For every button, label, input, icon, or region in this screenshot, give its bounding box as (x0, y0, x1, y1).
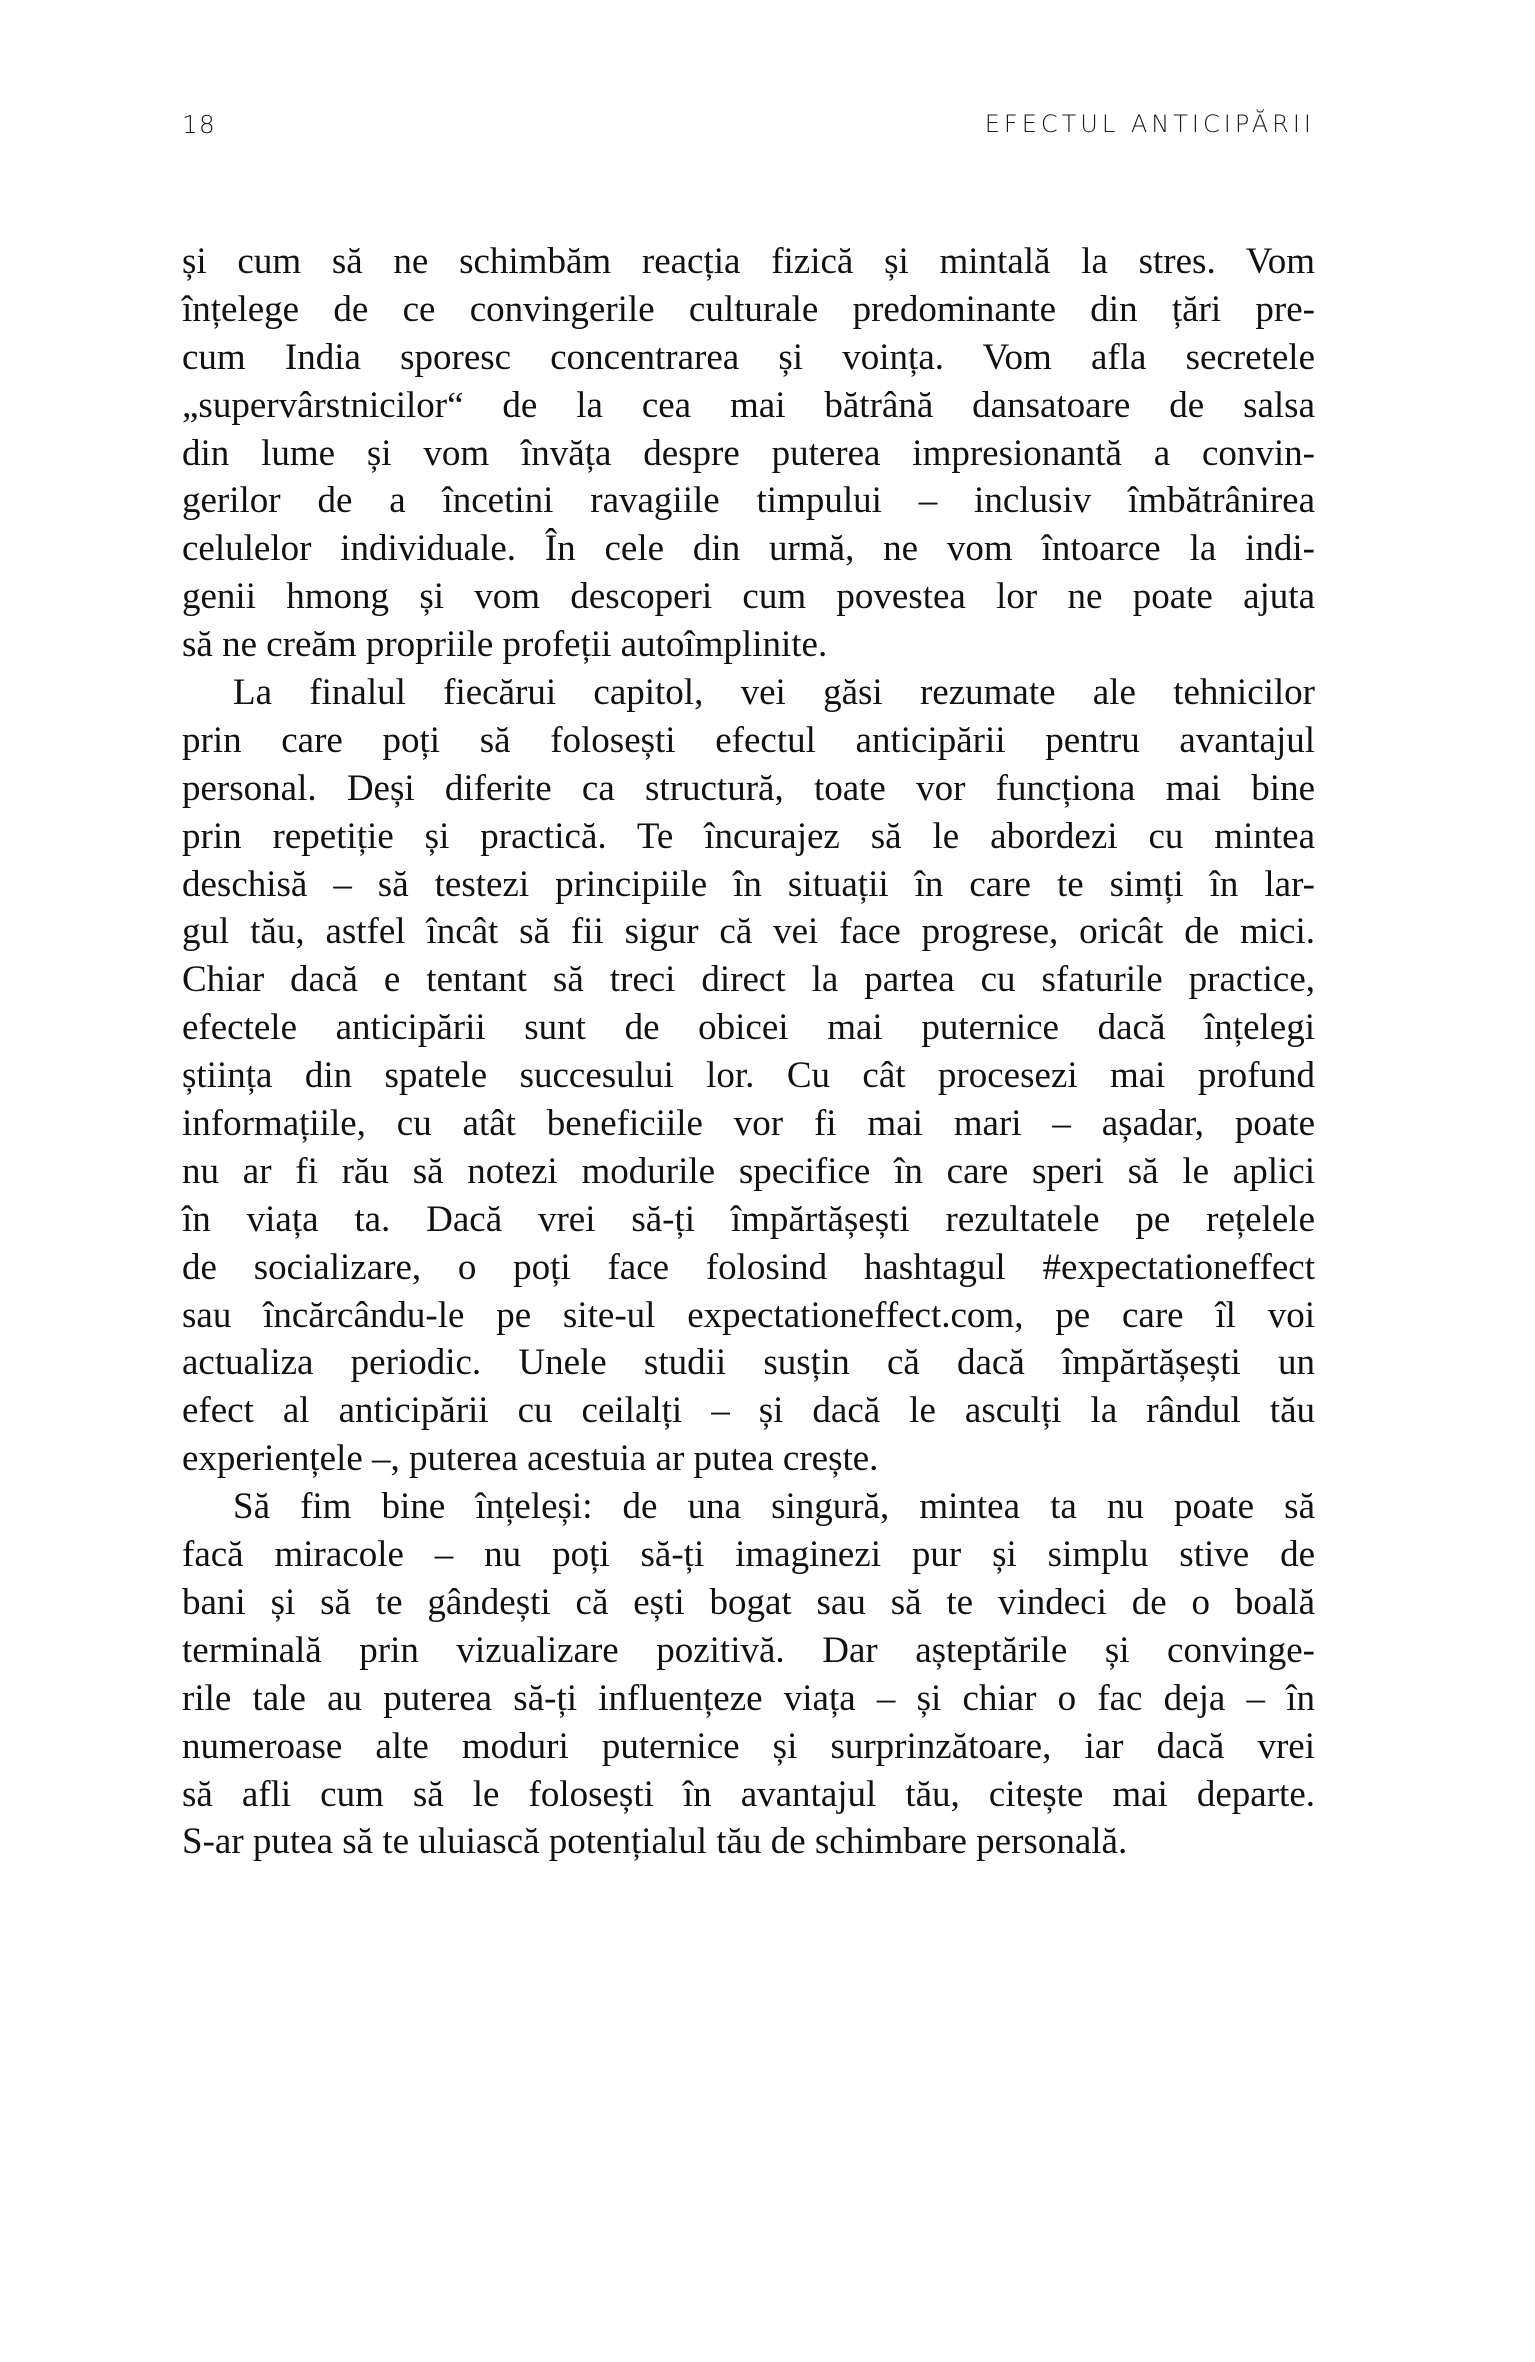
text-line: prin care poți să folosești efectul anticipării pentru avantajul (182, 719, 1315, 761)
text-line: gerilor de a încetini ravagiile timpului – inclusiv îmbătrânirea (182, 480, 1315, 522)
text-line: Să fim bine înțeleși: de una singură, mintea ta nu poate să (233, 1486, 1315, 1528)
text-line: cum India sporesc concentrarea și voința. Vom afla secretele (182, 336, 1315, 378)
text-line: înțelege de ce convingerile culturale predominante din țări pre- (182, 288, 1315, 330)
running-header (182, 104, 1315, 144)
paragraph (182, 238, 1315, 669)
text-line: să ne creăm propriile profeții autoîmplinite. (182, 624, 828, 666)
text-line: știința din spatele succesului lor. Cu cât procesezi mai profund (182, 1055, 1315, 1097)
text-line: facă miracole – nu poți să-ți imaginezi pur și simplu stive de (182, 1534, 1315, 1576)
text-line: informațiile, cu atât beneficiile vor fi mai mari – așadar, poate (182, 1103, 1315, 1145)
text-line: de socializare, o poți face folosind hashtagul #expectationeffect (182, 1246, 1315, 1288)
text-line: deschisă – să testezi principiile în situații în care te simți în lar- (182, 863, 1315, 905)
text-line: experiențele –, puterea acestuia ar putea crește. (182, 1438, 879, 1480)
paragraph (182, 1483, 1315, 1866)
text-line: din lume și vom învăța despre puterea impresionantă a convin- (182, 432, 1315, 474)
text-line: efect al anticipării cu ceilalți – și dacă le asculți la rândul tău (182, 1390, 1315, 1432)
text-line: Chiar dacă e tentant să treci direct la partea cu sfaturile practice, (182, 959, 1315, 1001)
text-line: celulelor individuale. În cele din urmă, ne vom întoarce la indi- (182, 528, 1315, 570)
body-text (182, 238, 1315, 1866)
text-line: personal. Deși diferite ca structură, toate vor funcționa mai bine (182, 767, 1315, 809)
text-line: și cum să ne schimbăm reacția fizică și mintală la stres. Vom (182, 241, 1315, 282)
text-line: efectele anticipării sunt de obicei mai puternice dacă înțelegi (182, 1007, 1315, 1049)
text-line: nu ar fi rău să notezi modurile specifice în care speri să le aplici (182, 1150, 1315, 1192)
text-line: terminală prin vizualizare pozitivă. Dar așteptările și convinge- (182, 1629, 1315, 1671)
text-line: bani și să te gândești că ești bogat sau să te vindeci de o boală (182, 1581, 1315, 1623)
text-line: în viața ta. Dacă vrei să-ți împărtășești rezultatele pe rețelele (182, 1198, 1315, 1240)
text-line: La finalul fiecărui capitol, vei găsi rezumate ale tehnicilor (233, 672, 1315, 714)
text-line: genii hmong și vom descoperi cum povestea lor ne poate ajuta (182, 576, 1315, 618)
text-line: S-ar putea să te uluiască potențialul tău de schimbare personală. (182, 1821, 1128, 1863)
text-line: „supervârstnicilor“ de la cea mai bătrână dansatoare de salsa (182, 384, 1315, 426)
paragraph (182, 669, 1315, 1483)
text-line: numeroase alte moduri puternice și surprinzătoare, iar dacă vrei (182, 1725, 1315, 1767)
text-line: sau încărcându-le pe site-ul expectationeffect.com, pe care îl voi (182, 1294, 1315, 1336)
text-line: să afli cum să le folosești în avantajul tău, citește mai departe. (182, 1773, 1315, 1815)
text-line: actualiza periodic. Unele studii susțin că dacă împărtășești un (182, 1342, 1315, 1384)
page-number: 18 (182, 109, 216, 139)
text-line: rile tale au puterea să-ți influențeze viața – și chiar o fac deja – în (182, 1677, 1315, 1719)
text-line: gul tău, astfel încât să fii sigur că vei face progrese, oricât de mici. (182, 911, 1315, 953)
text-line: prin repetiție și practică. Te încurajez să le abordezi cu mintea (182, 815, 1315, 857)
running-title: EFECTUL ANTICIPĂRII (984, 110, 1315, 138)
